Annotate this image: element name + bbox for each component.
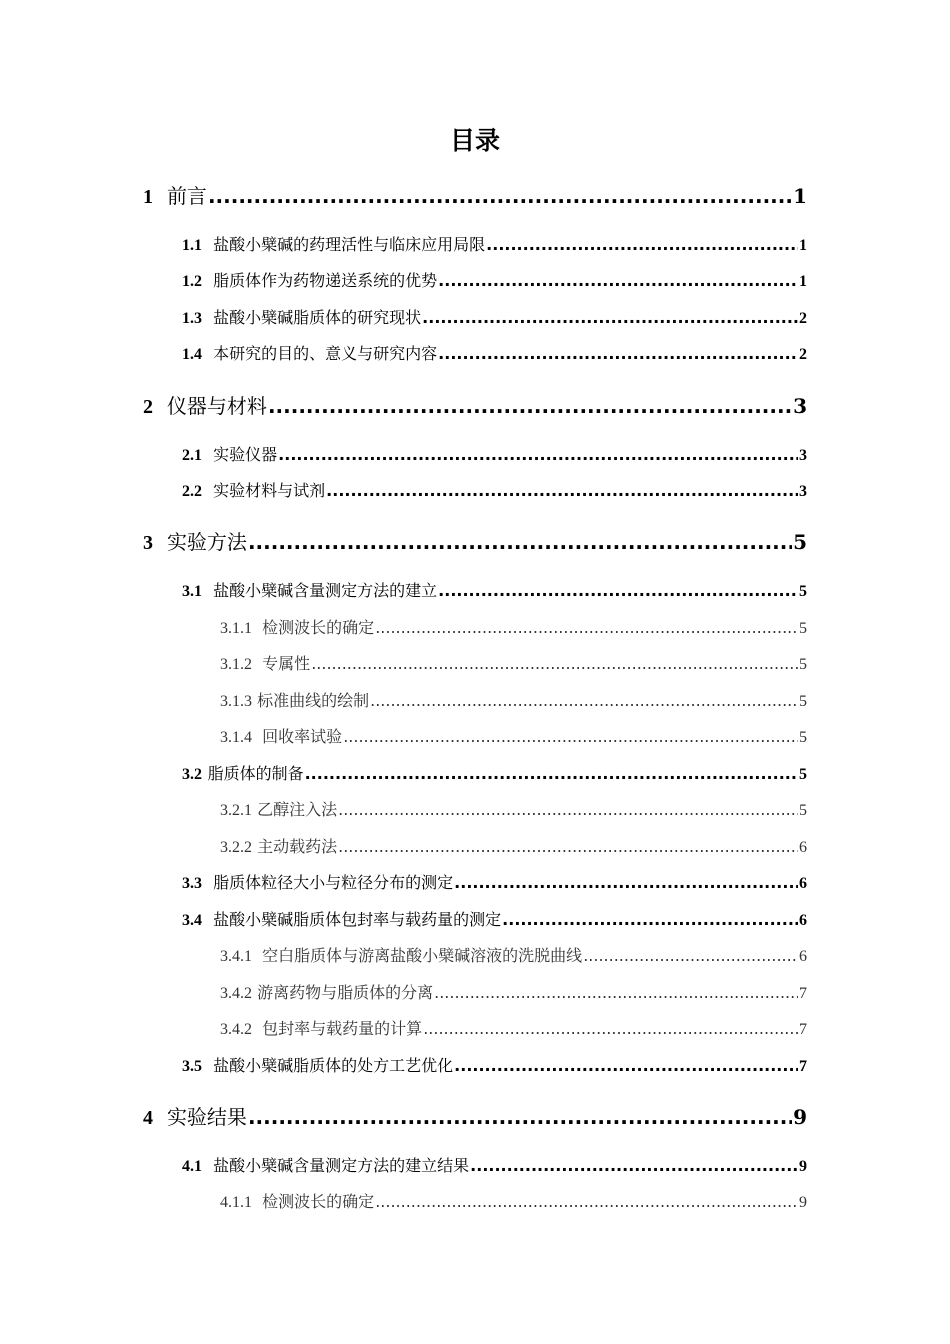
toc-entry-level-1[interactable] bbox=[143, 1101, 807, 1130]
toc-entry-text: 实验结果 bbox=[166, 1105, 247, 1129]
toc-dot-leader bbox=[502, 910, 798, 929]
toc-entry-level-2[interactable] bbox=[182, 761, 807, 784]
toc-dot-leader bbox=[470, 1156, 798, 1175]
toc-entry-label bbox=[220, 797, 337, 820]
toc-entry-level-3[interactable] bbox=[220, 980, 807, 1003]
toc-page-number: 9 bbox=[799, 1158, 807, 1175]
toc-entry-level-2[interactable] bbox=[182, 341, 807, 364]
toc-entry-number: 3.3 bbox=[182, 875, 202, 892]
toc-entry-level-3[interactable] bbox=[220, 834, 807, 857]
toc-entry-label bbox=[220, 724, 342, 747]
toc-page-number: 3 bbox=[793, 394, 807, 418]
toc-entry-level-1[interactable] bbox=[143, 180, 807, 209]
toc-dot-leader bbox=[486, 235, 798, 254]
toc-entry-gap bbox=[252, 1019, 262, 1038]
toc-entry-label bbox=[143, 180, 207, 209]
toc-entry-gap bbox=[202, 1056, 213, 1075]
toc-entry-text: 主动载药法 bbox=[257, 837, 338, 856]
toc-entry-label bbox=[182, 870, 453, 893]
toc-dot-leader bbox=[438, 271, 798, 290]
toc-entry-label bbox=[182, 305, 421, 328]
toc-entry-level-2[interactable] bbox=[182, 1053, 807, 1076]
toc-dot-leader bbox=[423, 1019, 798, 1038]
toc-entry-text: 仪器与材料 bbox=[166, 394, 267, 418]
toc-entry-label bbox=[220, 834, 337, 857]
toc-entry-level-2[interactable] bbox=[182, 1153, 807, 1176]
toc-dot-leader bbox=[454, 1056, 798, 1075]
toc-page-number: 5 bbox=[799, 620, 807, 637]
toc-entry-gap bbox=[252, 1192, 262, 1211]
toc-entry-text: 乙醇注入法 bbox=[257, 800, 338, 819]
toc-entry-gap bbox=[252, 618, 262, 637]
toc-entry-label bbox=[143, 526, 247, 555]
toc-entry-gap bbox=[202, 1156, 213, 1175]
toc-entry-gap bbox=[153, 1105, 167, 1129]
toc-entry-text: 盐酸小檗碱含量测定方法的建立结果 bbox=[213, 1156, 470, 1175]
toc-entry-label bbox=[182, 442, 277, 465]
toc-entry-label bbox=[182, 1053, 453, 1076]
toc-entry-number: 3.1 bbox=[182, 583, 202, 600]
toc-dot-leader bbox=[375, 1192, 798, 1211]
toc-entry-level-2[interactable] bbox=[182, 305, 807, 328]
toc-entry-number: 3.1.1 bbox=[220, 620, 252, 637]
toc-dot-leader bbox=[583, 946, 798, 965]
toc-entry-number: 1 bbox=[143, 186, 153, 208]
toc-entry-text: 包封率与载药量的计算 bbox=[262, 1019, 423, 1038]
toc-entry-label bbox=[182, 268, 437, 291]
toc-dot-leader bbox=[248, 530, 792, 554]
toc-entry-label bbox=[220, 1016, 422, 1039]
toc-page-number: 7 bbox=[799, 985, 807, 1002]
toc-entry-level-3[interactable] bbox=[220, 1189, 807, 1212]
toc-page-number: 1 bbox=[799, 273, 807, 290]
toc-page-number: 5 bbox=[799, 693, 807, 710]
toc-dot-leader bbox=[278, 445, 798, 464]
toc-entry-level-3[interactable] bbox=[220, 688, 807, 711]
toc-entry-label bbox=[182, 1153, 469, 1176]
toc-entry-gap bbox=[153, 184, 167, 208]
toc-entry-label bbox=[220, 943, 582, 966]
toc-dot-leader bbox=[370, 691, 798, 710]
toc-page-number: 5 bbox=[799, 656, 807, 673]
toc-entry-label bbox=[143, 390, 267, 419]
toc-page-number: 5 bbox=[799, 802, 807, 819]
toc-entry-gap bbox=[153, 394, 167, 418]
toc-entry-text: 本研究的目的、意义与研究内容 bbox=[213, 344, 438, 363]
toc-entry-level-2[interactable] bbox=[182, 268, 807, 291]
toc-entry-level-2[interactable] bbox=[182, 907, 807, 930]
toc-entry-level-2[interactable] bbox=[182, 442, 807, 465]
toc-entry-gap bbox=[202, 481, 213, 500]
toc-entry-number: 3.1.3 bbox=[220, 693, 252, 710]
toc-page-number: 1 bbox=[799, 237, 807, 254]
toc-entry-text: 回收率试验 bbox=[262, 727, 343, 746]
toc-entry-text: 实验方法 bbox=[166, 530, 247, 554]
toc-entry-number: 1.3 bbox=[182, 310, 202, 327]
toc-entry-label bbox=[182, 478, 325, 501]
toc-entry-text: 专属性 bbox=[262, 654, 311, 673]
toc-entry-label bbox=[182, 232, 485, 255]
toc-entry-gap bbox=[252, 727, 262, 746]
toc-dot-leader bbox=[268, 394, 792, 418]
page-title: 目录 bbox=[449, 126, 500, 155]
toc-entry-gap bbox=[252, 946, 262, 965]
toc-page-number: 2 bbox=[799, 310, 807, 327]
toc-dot-leader bbox=[305, 764, 798, 783]
toc-page-number: 9 bbox=[793, 1105, 807, 1129]
toc-entry-label bbox=[143, 1101, 247, 1130]
toc-entry-gap bbox=[202, 235, 213, 254]
toc-entry-gap bbox=[202, 308, 213, 327]
toc-entry-label bbox=[220, 651, 310, 674]
toc-entry-text: 脂质体粒径大小与粒径分布的测定 bbox=[213, 873, 454, 892]
toc-page-number: 3 bbox=[799, 483, 807, 500]
toc-entry-level-3[interactable] bbox=[220, 943, 807, 966]
toc-dot-leader bbox=[326, 481, 798, 500]
toc-entry-text: 盐酸小檗碱的药理活性与临床应用局限 bbox=[213, 235, 486, 254]
toc-entry-number: 3.4 bbox=[182, 912, 202, 929]
toc-page-number: 7 bbox=[799, 1021, 807, 1038]
toc-dot-leader bbox=[454, 873, 798, 892]
toc-dot-leader bbox=[434, 983, 798, 1002]
toc-entry-level-3[interactable] bbox=[220, 724, 807, 747]
toc-entry-number: 3.2.2 bbox=[220, 839, 252, 856]
toc-entry-number: 3.1.2 bbox=[220, 656, 252, 673]
toc-page-number: 1 bbox=[793, 184, 807, 208]
toc-dot-leader bbox=[311, 654, 798, 673]
toc-dot-leader bbox=[422, 308, 798, 327]
toc-entry-gap bbox=[202, 873, 213, 892]
toc-entry-number: 4.1 bbox=[182, 1158, 202, 1175]
toc-entry-label bbox=[182, 761, 304, 784]
toc-entry-number: 3.5 bbox=[182, 1058, 202, 1075]
toc-entry-number: 2 bbox=[143, 396, 153, 418]
toc-entry-text: 盐酸小檗碱脂质体包封率与载药量的测定 bbox=[213, 910, 502, 929]
toc-entry-label bbox=[220, 688, 369, 711]
toc-dot-leader bbox=[438, 344, 798, 363]
toc-entry-number: 3.4.2 bbox=[220, 985, 252, 1002]
toc-entry-label bbox=[182, 578, 437, 601]
toc-entry-level-2[interactable] bbox=[182, 870, 807, 893]
toc-entry-text: 标准曲线的绘制 bbox=[257, 691, 370, 710]
toc-entry-gap bbox=[153, 530, 167, 554]
toc-entry-number: 4.1.1 bbox=[220, 1194, 252, 1211]
toc-dot-leader bbox=[375, 618, 798, 637]
toc-page-number: 6 bbox=[799, 948, 807, 965]
toc-entry-number: 3.2.1 bbox=[220, 802, 252, 819]
toc-entry-level-3[interactable] bbox=[220, 1016, 807, 1039]
toc-entry-level-3[interactable] bbox=[220, 615, 807, 638]
toc-entry-number: 2.2 bbox=[182, 483, 202, 500]
toc-page-number: 3 bbox=[799, 447, 807, 464]
toc-entry-text: 脂质体的制备 bbox=[207, 764, 304, 783]
toc-entry-text: 空白脂质体与游离盐酸小檗碱溶液的洗脱曲线 bbox=[262, 946, 583, 965]
toc-page-number: 9 bbox=[799, 1194, 807, 1211]
toc-entry-number: 1.1 bbox=[182, 237, 202, 254]
toc-entry-number: 1.4 bbox=[182, 346, 202, 363]
toc-entry-text: 检测波长的确定 bbox=[262, 1192, 375, 1211]
toc-entry-number: 4 bbox=[143, 1107, 153, 1129]
toc-dot-leader bbox=[208, 184, 792, 208]
toc-entry-level-2[interactable] bbox=[182, 478, 807, 501]
toc-dot-leader bbox=[343, 727, 798, 746]
toc-entry-label bbox=[182, 341, 437, 364]
toc-entry-gap bbox=[202, 581, 213, 600]
toc-entry-number: 3.4.1 bbox=[220, 948, 252, 965]
toc-entry-text: 盐酸小檗碱脂质体的研究现状 bbox=[213, 308, 422, 327]
toc-entry-text: 检测波长的确定 bbox=[262, 618, 375, 637]
toc-entry-level-3[interactable] bbox=[220, 651, 807, 674]
toc-entry-number: 3 bbox=[143, 532, 153, 554]
toc-entry-number: 3.1.4 bbox=[220, 729, 252, 746]
toc-entry-gap bbox=[252, 654, 262, 673]
toc-dot-leader bbox=[338, 800, 798, 819]
toc-entry-level-2[interactable] bbox=[182, 232, 807, 255]
toc-entry-text: 游离药物与脂质体的分离 bbox=[257, 983, 434, 1002]
toc-page-number: 2 bbox=[799, 346, 807, 363]
toc-entry-level-3[interactable] bbox=[220, 797, 807, 820]
toc-entry-text: 盐酸小檗碱含量测定方法的建立 bbox=[213, 581, 438, 600]
toc-entry-text: 脂质体作为药物递送系统的优势 bbox=[213, 271, 438, 290]
toc-page-number: 6 bbox=[799, 875, 807, 892]
toc-dot-leader bbox=[248, 1105, 792, 1129]
toc-page-number: 6 bbox=[799, 839, 807, 856]
toc-entry-number: 3.4.2 bbox=[220, 1021, 252, 1038]
toc-entry-text: 盐酸小檗碱脂质体的处方工艺优化 bbox=[213, 1056, 454, 1075]
toc-page-number: 5 bbox=[799, 729, 807, 746]
toc-entry-gap bbox=[202, 445, 213, 464]
toc-dot-leader bbox=[438, 581, 798, 600]
toc-entry-number: 3.2 bbox=[182, 766, 202, 783]
toc-entry-label bbox=[220, 980, 433, 1003]
toc-entry-level-1[interactable] bbox=[143, 526, 807, 555]
toc-entry-number: 1.2 bbox=[182, 273, 202, 290]
toc-page-number: 6 bbox=[799, 912, 807, 929]
toc-entry-level-2[interactable] bbox=[182, 578, 807, 601]
toc-page-number: 7 bbox=[799, 1058, 807, 1075]
toc-page-number: 5 bbox=[799, 766, 807, 783]
toc-entry-text: 实验材料与试剂 bbox=[213, 481, 326, 500]
toc-entry-text: 实验仪器 bbox=[213, 445, 278, 464]
toc-dot-leader bbox=[338, 837, 798, 856]
toc-entry-gap bbox=[202, 271, 213, 290]
toc-entry-level-1[interactable] bbox=[143, 390, 807, 419]
toc-entry-label bbox=[182, 907, 501, 930]
toc-entry-number: 2.1 bbox=[182, 447, 202, 464]
toc-page-number: 5 bbox=[793, 530, 807, 554]
toc-entry-label bbox=[220, 615, 374, 638]
toc-entry-gap bbox=[202, 910, 213, 929]
toc-entry-label bbox=[220, 1189, 374, 1212]
toc-page-number: 5 bbox=[799, 583, 807, 600]
toc-entry-gap bbox=[202, 344, 213, 363]
toc-entry-text: 前言 bbox=[166, 184, 207, 208]
